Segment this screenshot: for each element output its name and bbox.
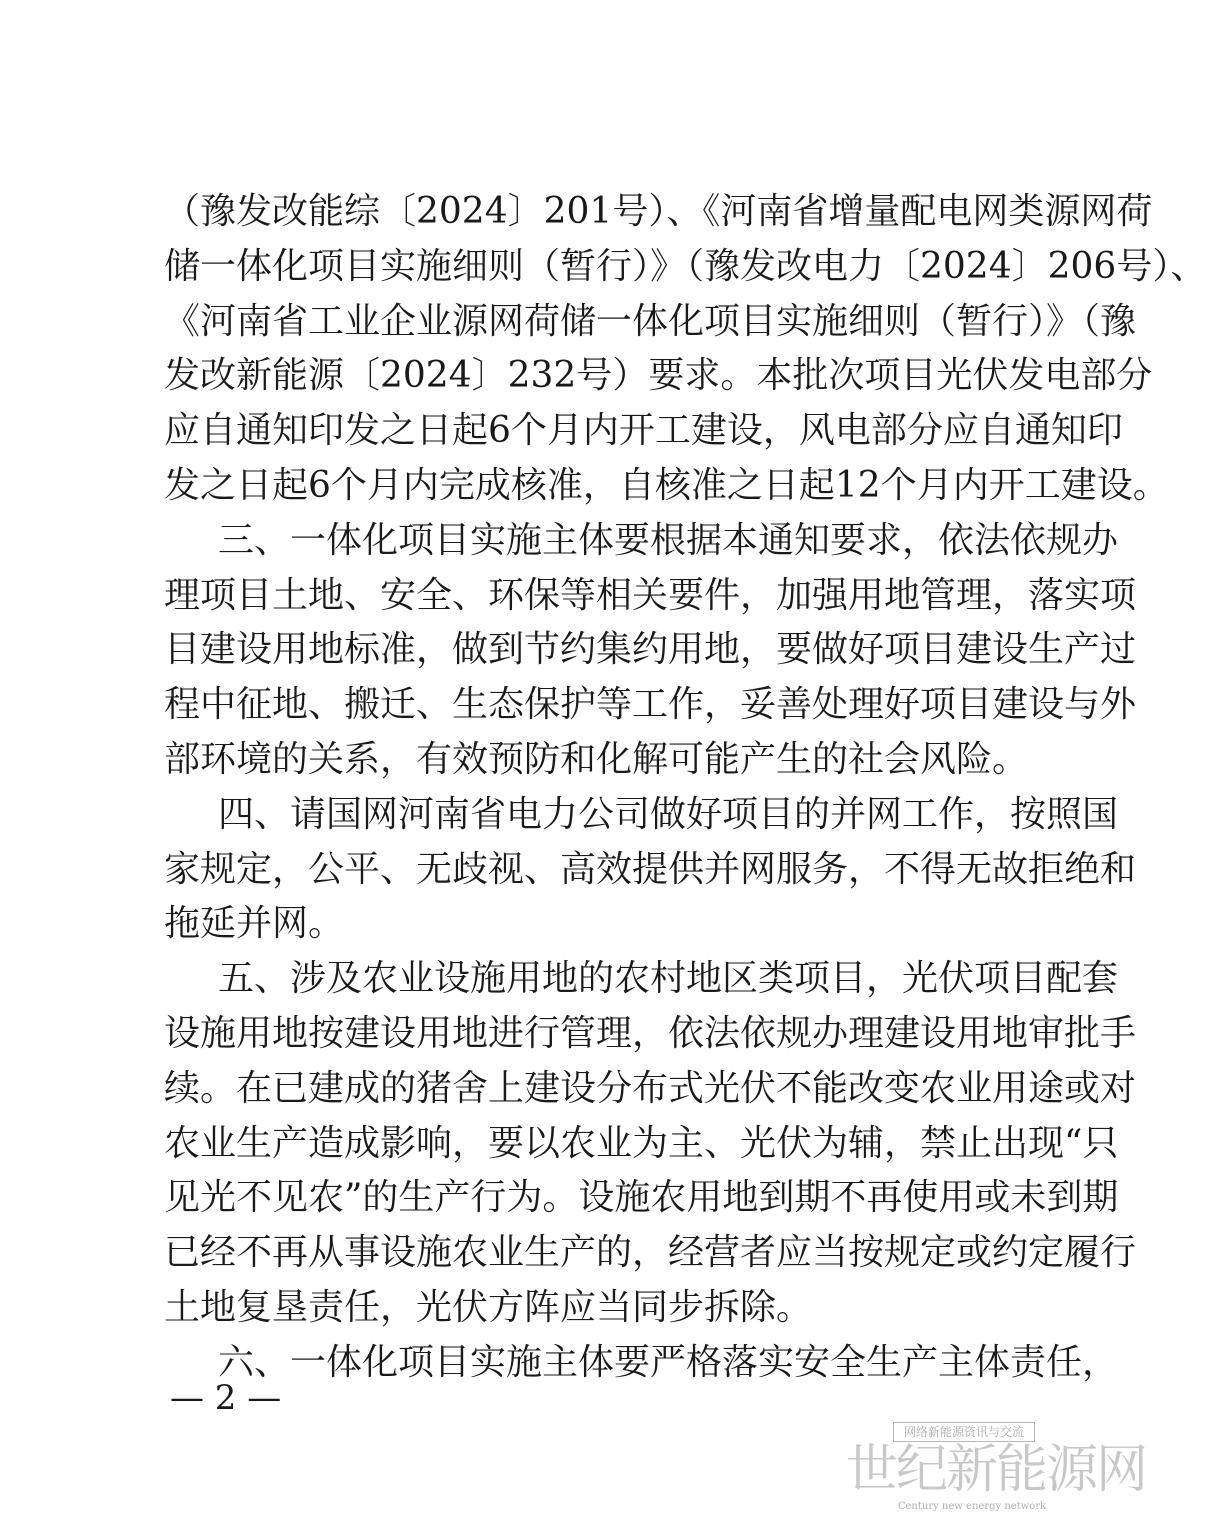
- text-line: 拖延并网。: [164, 903, 345, 944]
- text-line: 目建设用地标准，做到节约集约用地，要做好项目建设生产过: [164, 629, 1137, 670]
- text-line: 六、一体化项目实施主体要严格落实安全生产主体责任，: [218, 1342, 1119, 1383]
- text-line: 《河南省工业企业源网荷储一体化项目实施细则（暂行）》（豫: [164, 301, 1137, 342]
- text-line: 已经不再从事设施农业生产的，经营者应当按规定或约定履行: [164, 1232, 1137, 1273]
- text-line: 家规定，公平、无歧视、高效提供并网服务，不得无故拒绝和: [164, 849, 1137, 890]
- text-line: 理项目土地、安全、环保等相关要件，加强用地管理，落实项: [164, 575, 1137, 616]
- text-line: 设施用地按建设用地进行管理，依法依规办理建设用地审批手: [164, 1013, 1137, 1054]
- text-line: 程中征地、搬迁、生态保护等工作，妥善处理好项目建设与外: [164, 684, 1137, 725]
- text-line: 续。在已建成的猪舍上建设分布式光伏不能改变农业用途或对: [164, 1068, 1137, 1109]
- text-line: 三、一体化项目实施主体要根据本通知要求，依法依规办: [218, 520, 1119, 561]
- text-line: （豫发改能综〔2024〕201号）、《河南省增量配电网类源网荷: [164, 191, 1153, 232]
- page-number: — 2 —: [170, 1378, 282, 1418]
- text-line: 发之日起6个月内完成核准，自核准之日起12个月内开工建设。: [164, 465, 1169, 506]
- watermark-banner: 网络新能源资讯与交流: [893, 1422, 1035, 1442]
- watermark-subtitle: Century new energy network: [897, 1501, 1047, 1512]
- watermark-logo: 世纪新能源网: [846, 1440, 1147, 1500]
- text-line: 发改新能源〔2024〕232号）要求。本批次项目光伏发电部分: [164, 355, 1153, 396]
- text-line: 见光不见农”的生产行为。设施农用地到期不再使用或未到期: [164, 1177, 1119, 1218]
- text-line: 应自通知印发之日起6个月内开工建设，风电部分应自通知印: [164, 410, 1123, 451]
- text-line: 农业生产造成影响，要以农业为主、光伏为辅，禁止出现“只: [164, 1123, 1119, 1164]
- text-line: 部环境的关系，有效预防和化解可能产生的社会风险。: [164, 739, 1029, 780]
- text-line: 土地复垦责任，光伏方阵应当同步拆除。: [164, 1287, 813, 1328]
- text-line: 五、涉及农业设施用地的农村地区类项目，光伏项目配套: [218, 958, 1119, 999]
- text-line: 储一体化项目实施细则（暂行）》（豫发改电力〔2024〕206号）、: [164, 246, 1206, 287]
- text-line: 四、请国网河南省电力公司做好项目的并网工作，按照国: [218, 794, 1119, 835]
